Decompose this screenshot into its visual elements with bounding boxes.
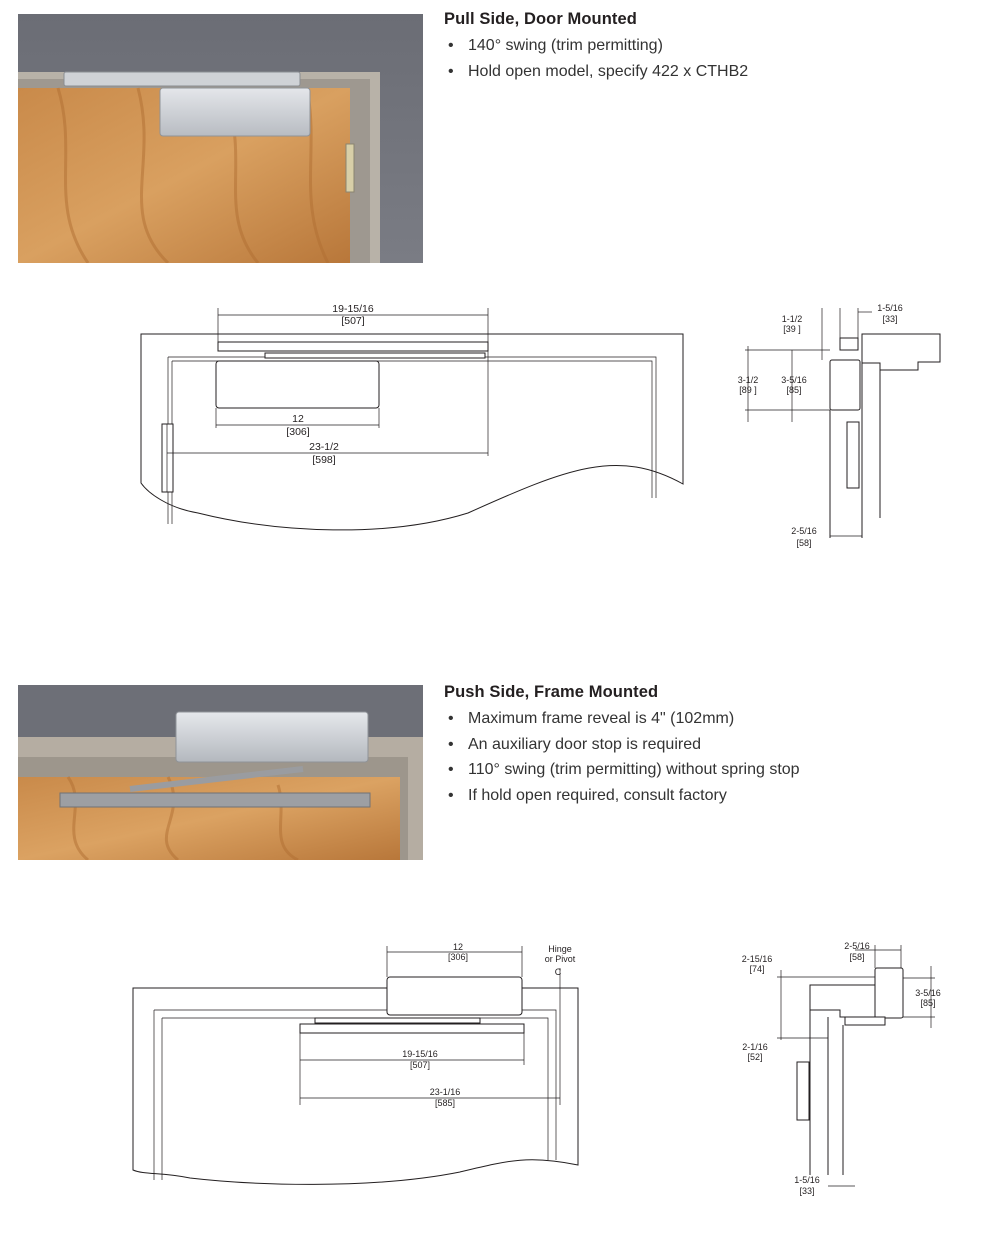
arm-track (218, 342, 488, 351)
dim-c-mm: [89 ] (739, 385, 757, 395)
dim-arm-length-mm: [507] (409, 1060, 431, 1070)
dim-b-mm: [74] (749, 964, 765, 974)
dim-a: 2-5/16 (844, 941, 870, 951)
dim-arm-length: 19-15/16 (332, 303, 374, 315)
dim-e: 1-5/16 (794, 1175, 820, 1185)
dim-overall: 23-1/2 (309, 441, 339, 453)
drawing-push-side-elevation (130, 940, 595, 1190)
dim-d: 3-5/16 (781, 375, 807, 385)
dim-b-mm: [33] (882, 314, 898, 324)
centerline-label: C (554, 967, 562, 977)
dim-a: 1-1/2 (781, 314, 803, 324)
dim-overall-mm: [598] (312, 454, 336, 466)
hinge-section (847, 422, 859, 488)
drawing-pull-side-section (730, 298, 945, 553)
pull-side-heading: Pull Side, Door Mounted (444, 10, 637, 28)
bullet: • 110° swing (trim permitting) without spring stop (444, 757, 984, 783)
bullet: • An auxiliary door stop is required (444, 732, 984, 758)
closer-body (216, 361, 379, 408)
dim-d: 2-1/16 (742, 1042, 768, 1052)
closer-section (830, 360, 860, 410)
bullet: • If hold open required, consult factory (444, 783, 984, 809)
dim-arm-length: 19-15/16 (402, 1049, 438, 1059)
dim-arm-length-mm: [507] (341, 315, 365, 327)
hinge (162, 424, 173, 492)
dim-c-mm: [85] (920, 998, 936, 1008)
drawing-pull-side-elevation (138, 298, 688, 538)
photo-pull-side-closer (18, 14, 423, 263)
drawing-push-side-section (735, 940, 950, 1200)
bullet: • 140° swing (trim permitting) (444, 33, 984, 59)
dim-c: 3-5/16 (915, 988, 941, 998)
dim-overall-mm: [585] (434, 1098, 456, 1108)
dim-overall: 23-1/16 (429, 1087, 461, 1097)
dim-d-mm: [52] (747, 1052, 763, 1062)
bullet: • Maximum frame reveal is 4" (102mm) (444, 706, 984, 732)
dim-a-mm: [58] (849, 952, 865, 962)
photo-push-side-closer (18, 685, 423, 860)
dim-c: 3-1/2 (737, 375, 759, 385)
dim-d-mm: [85] (786, 385, 802, 395)
hinge-label: Hinge (548, 944, 572, 954)
dim-body-length-mm: [306] (286, 426, 310, 438)
bullet: • Hold open model, specify 422 x CTHB2 (444, 59, 984, 85)
dim-e: 2-5/16 (791, 526, 817, 536)
push-side-bullets (444, 706, 984, 808)
dim-a-mm: [39 ] (783, 324, 801, 334)
closer-section (875, 968, 903, 1018)
dim-body-length: 12 (452, 942, 464, 952)
pull-side-bullets (444, 33, 984, 84)
hinge-section (797, 1062, 809, 1120)
dim-e-mm: [58] (796, 538, 812, 548)
push-side-text (444, 683, 984, 808)
pull-side-text (444, 10, 984, 84)
dim-b: 2-15/16 (741, 954, 773, 964)
push-side-heading: Push Side, Frame Mounted (444, 683, 659, 701)
arm-track (300, 1024, 524, 1033)
dim-body-length: 12 (292, 413, 304, 425)
dim-e-mm: [33] (799, 1186, 815, 1196)
dim-b: 1-5/16 (877, 303, 903, 313)
frame-profile (810, 985, 875, 1017)
pivot-label: or Pivot (544, 954, 576, 964)
closer-body (387, 977, 522, 1015)
dim-body-length-mm: [306] (447, 952, 469, 962)
frame-outline (133, 988, 578, 1184)
frame-profile (862, 334, 940, 370)
